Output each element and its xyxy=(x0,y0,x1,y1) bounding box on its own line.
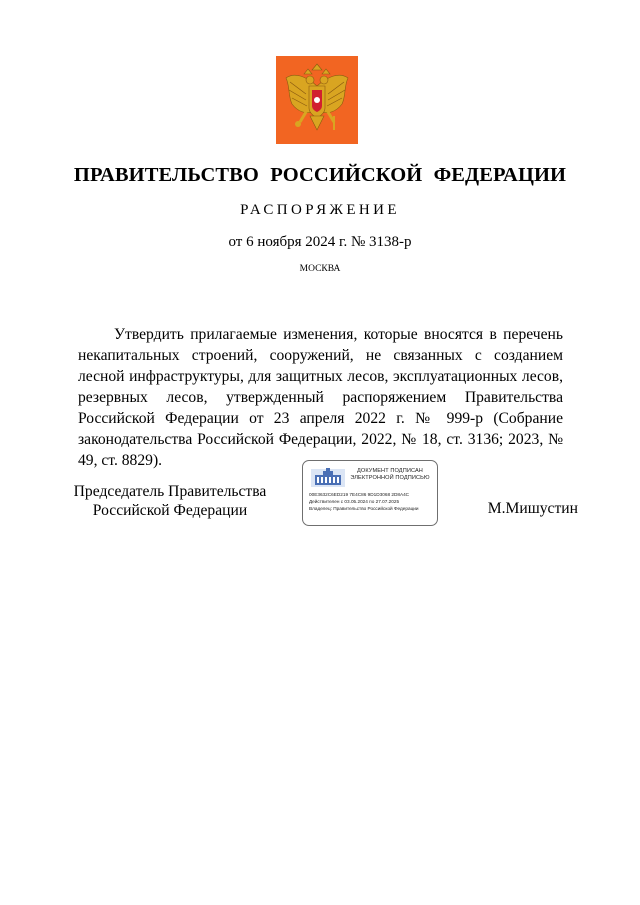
document-number-date: от 6 ноября 2024 г. № 3138-р xyxy=(228,234,412,250)
stamp-owner: Владелец: Правительство Российской Федерации xyxy=(309,506,419,511)
coat-of-arms-icon xyxy=(276,56,358,144)
signer-name: М.Мишустин xyxy=(487,500,578,517)
government-building-icon xyxy=(309,467,347,489)
e-signature-stamp xyxy=(302,460,438,526)
signer-position-line-1: Председатель Правительства xyxy=(73,483,267,500)
order-paragraph: Утвердить прилагаемые изменения, которые вносятся в перечень некапитальных строений, сооружений, не связанных с созданием лесной инфраструктуры, для защитных лесов, эксплуатационных лесов, резервных лесов, утвержденный распоряжением Правительства Российской Федерации от 23 апреля 2022 г. № 999-р (Собрание законодательства Российской Федерации, 2022, № 18, ст. 3136; 2023, № 49, ст. 8829). xyxy=(78,326,563,469)
stamp-heading-line-2: ЭЛЕКТРОННОЙ ПОДПИСЬЮ xyxy=(350,475,430,481)
city: МОСКВА xyxy=(299,264,341,274)
stamp-certificate: 00E3632C6ED219 7E4C86 9D1D3068 2D8A4C xyxy=(309,492,410,497)
document-type: РАСПОРЯЖЕНИЕ xyxy=(240,202,400,218)
signer-position-line-2: Российской Федерации xyxy=(92,502,248,519)
signer-position xyxy=(60,482,280,520)
stamp-heading xyxy=(347,468,433,482)
stamp-heading-line-1: ДОКУМЕНТ ПОДПИСАН xyxy=(357,468,423,474)
org-title: ПРАВИТЕЛЬСТВО РОССИЙСКОЙ ФЕДЕРАЦИИ xyxy=(73,164,567,186)
stamp-validity: Действителен с 03.05.2024 по 27.07.2025 xyxy=(309,499,400,504)
